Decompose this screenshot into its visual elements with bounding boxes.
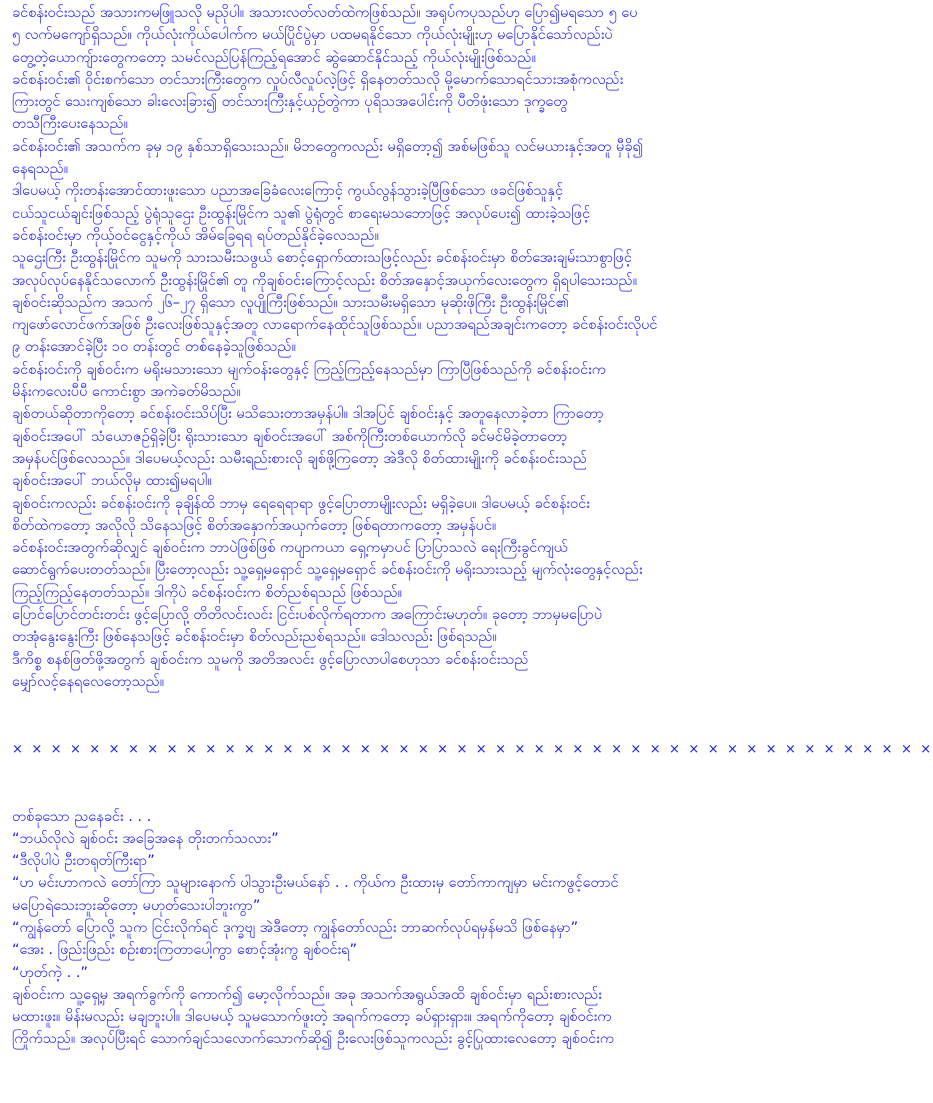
paragraph-line: ခင်စန်းဝင်းအတွက်ဆိုလျှင် ချစ်ဝင်းက ဘာပဲဖြစ်ဖြစ် ကပျာကယာ ရှေ့ကမှာပင် ပြာပြာသလဲ ရေးကြီးခွင်ကျယ် — [12, 540, 568, 557]
paragraph-line: မျှော်လင့်နေရလေတော့သည်။ — [12, 673, 165, 690]
paragraph-line: ဒီကိစ္စ စနစ်ဖြတ်ဖို့အတွက် ချစ်ဝင်းက သူမကို အတိအလင်း ဖွင့်ပြောလာပါစေဟုသာ ခင်စန်းဝင်းသည် — [12, 651, 529, 668]
paragraph-line: မပြောရဲသေးဘူးဆိုတော့ မဟုတ်သေးပါဘူးကွာ” — [12, 897, 261, 914]
paragraph-line: ချစ်ဝင်းက သူ့ရှေ့မှ အရက်ခွက်ကို ကောက်၍ မော့လိုက်သည်။ အခု အသက်အရွယ်အထိ ချစ်ဝင်းမှာ ရည်းစားလည်း — [12, 986, 602, 1003]
paragraph-line: အမှန်ပင်ဖြစ်လေသည်။ ဒါပေမယ့်လည်း သမီးရည်းစားလို ချစ်ဖို့ကြတော့ အဲဒီလို စိတ်ထားမျိုးကို ခင်စန်းဝင်းသည် — [12, 450, 587, 467]
paragraph-line: မထားဖူး။ မိန်းမလည်း မချဘူးပါ။ ဒါပေမယ့် သူမသောက်ဖူးတဲ့ အရက်ကတော့ ခပ်ရှားရှား။ အရက်ကိုတော့ ချစ်ဝင်းက — [12, 1009, 612, 1026]
spacer — [12, 716, 836, 739]
paragraph-line: တသီကြီးပေးနေသည်။ — [12, 116, 129, 133]
paragraph-line: “ကျွန်တော် ပြောလို့ သူက ငြင်းလိုက်ရင် ဒုက္ခဗျ အဲဒီတော့ ကျွန်တော်လည်း ဘာဆက်လုပ်ရမှန်မသိ ဖြစ်နေမှာ” — [12, 919, 579, 936]
paragraph-line: ဆောင်ရွက်ပေးတတ်သည်။ ပြီးတော့လည်း သူ့ရှေ့မရှောင် သူ့ရှေ့မရှောင် ခင်စန်းဝင်းကို မရိုးသားသည့် မျက်လုံးတွေနှင့်လည်း — [12, 562, 643, 579]
paragraph-line: ၉ တန်းအောင်ခဲ့ပြီး ၁၀ တန်းတွင် တစ်နေခဲ့သူဖြစ်သည်။ — [12, 339, 296, 356]
paragraph-line: ခင်စန်းဝင်းမှာ ကိုယ့်ဝင်ငွေနှင့်ကိုယ် အိမ်ခြေရရ ရပ်တည်နိုင်ခဲ့လေသည်။ — [12, 227, 379, 244]
paragraph-line: ကြားတွင် သေးကျစ်သော ခါးလေးခြား၍ တင်သားကြီးနှင့်ယှဉ်တွဲကာ ပုရိသအပေါင်းကို ပီတိဖုံးသော ဒုက္ခတွေ — [12, 94, 568, 111]
paragraph-line: တအုံနွေးနွေးကြီး ဖြစ်နေသဖြင့် ခင်စန်းဝင်းမှာ စိတ်လည်းညစ်ရသည်။ ဒေါသလည်း ဖြစ်ရသည်။ — [12, 629, 497, 646]
paragraph-line: “ဟ မင်းဟာကလဲ တော်ကြာ သူများနောက် ပါသွားဦးမယ်နော် . . ကိုယ်က ဦးထားမှ တော်ကာကျမှာ မင်းကဖွင့်တောင် — [12, 875, 619, 892]
paragraph-line: စိတ်ထဲကတော့ အလိုလို သိနေသဖြင့် စိတ်အနှောက်အယှက်တော့ ဖြစ်ရတာကတော့ အမှန်ပင်။ — [12, 517, 497, 534]
paragraph-line: “အေး . ဖြည်းဖြည်း စဉ်းစားကြတာပေါ့ကွာ စောင့်အုံးကွ ချစ်ဝင်းရ” — [12, 942, 358, 959]
paragraph-line: ကြည့်ကြည့်နေတတ်သည်။ ဒါကိုပဲ ခင်စန်းဝင်းက စိတ်ညစ်ရသည် ဖြစ်သည်။ — [12, 584, 402, 601]
paragraph-line: ချစ်ဝင်းအပေါ် သံယောဇဉ်ရှိခဲ့ပြီး ရိုးသားသော ချစ်ဝင်းအပေါ် အစ်ကိုကြီးတစ်ယောက်လို ခင်မင်မိခဲ့တာတော့ — [12, 428, 568, 445]
paragraph-line: သူဌေးကြီး ဦးထွန်းမြိုင်က သူမကို သားသမီးသဖွယ် စောင့်ရှောက်ထားသဖြင့်လည်း ခင်စန်းဝင်းမှာ စိတ်အေးချမ်းသာစွာဖြင့် — [12, 250, 632, 267]
paragraph-line: “ဟုတ်ကဲ့ . .” — [12, 964, 88, 981]
paragraph-line: ခင်စန်းဝင်းသည် အသားကမဖြူသလို မညိုပါ။ အသားလတ်လတ်ထဲကဖြစ်သည်။ အရုပ်ကပုသည်ဟု ပြော၍မရသော ၅ ပေ — [12, 5, 638, 21]
section-separator: × × × × × × × × × × × × × × × × × × × × × × × × × × × × × × × × × × × × × × × × × × × × × × × × — [12, 741, 933, 757]
paragraph-line: နေရသည်။ — [12, 161, 69, 178]
paragraph-line: ကျဖော်လောင်ဖက်အဖြစ် ဦးလေးဖြစ်သူနှင့်အတူ လာရောက်နေထိုင်သူဖြစ်သည်။ ပညာအရည်အချင်းကတော့ ခင်စန်းဝင်းလိုပင် — [12, 317, 658, 334]
paragraph-line: မိန်းကလေးပီပီ ကောင်းစွာ အကဲခတ်မိသည်။ — [12, 384, 241, 401]
paragraph-line: ချစ်ဝင်းအပေါ် ဘယ်လိုမှ ထား၍မရပါ။ — [12, 473, 212, 490]
paragraph-line: ပြောင်ပြောင်တင်းတင်း ဖွင့်ပြောလို့ တိတိလင်းလင်း ငြင်းပစ်လိုက်ရတာက အကြောင်းမဟုတ်။ ခုတော့ ဘာမှမပြောပဲ — [12, 607, 603, 624]
spacer — [12, 761, 836, 806]
paragraph-line: တစ်ခုသော ညနေခင်း . . . — [12, 808, 152, 825]
paragraph-line: ချစ်ဝင်းကလည်း ခင်စန်းဝင်းကို ခုချိန်ထိ ဘာမှ ရေရေရာရာ ဖွင့်ပြောတာမျိုးလည်း မရှိခဲ့ပေ။ ဒါပေမယ့် ခင်စန်းဝင်း — [12, 495, 590, 512]
paragraph-line: “ဒီလိုပါပဲ ဦးတရုတ်ကြီးရာ” — [12, 853, 155, 870]
paragraph-line: ၅ လက်မကျော်ရှိသည်။ ကိုယ်လုံးကိုယ်ပေါက်က မယ်ပြိုင်ပွဲမှာ ပထမရနိုင်သော ကိုယ်လုံးမျိုးဟု မပြောနိုင်သော်လည်းပဲ — [12, 27, 613, 44]
paragraph-line: ငယ်သူငယ်ချင်းဖြစ်သည့် ပွဲရုံသူဌေး ဦးထွန်းမြိုင်က သူ၏ ပွဲရုံတွင် စာရေးမသဘောဖြင့် အလုပ်ပေး၍ ထားခဲ့သဖြင့် — [12, 205, 591, 222]
paragraph-line: အလုပ်လုပ်နေနိုင်သလောက် ဦးထွန်းမြိုင်၏ တူ ကိုချစ်ဝင်းကြောင့်လည်း စိတ်အနှောင့်အယှက်လေးတွေက ရှိရပါသေးသည်။ — [12, 272, 638, 289]
paragraph-line: ချစ်ဝင်းဆိုသည်က အသက် ၂၆–၂၇ ရှိသော လူပျိုကြီးဖြစ်သည်။ သားသမီးမရှိသော မုဆိုးဖိုကြီး ဦးထွန်းမြိုင်၏ — [12, 294, 569, 311]
paragraph-line: ချစ်တယ်ဆိုတာကိုတော့ ခင်စန်းဝင်းသိပ်ပြီး မသိသေးတာအမှန်ပါ။ ဒါအပြင် ချစ်ဝင်းနှင့် အတူနေလာခဲ့တာ ကြာတော့ — [12, 406, 604, 423]
paragraph-line: ကြိုက်သည်။ အလုပ်ပြီးရင် သောက်ချင်သလောက်သောက်ဆို၍ ဦးလေးဖြစ်သူကလည်း ခွင့်ပြုထားလေတော့ ချစ်ဝင်းက — [12, 1031, 615, 1048]
paragraph-line: တွေ့တဲ့ယောကျ်ားတွေကတော့ သမင်လည်ပြန်ကြည့်ရအောင် ဆွဲဆောင်နိုင်သည့် ကိုယ်လုံးမျိုးဖြစ်သည်။ — [12, 49, 536, 66]
paragraph-line: ခင်စန်းဝင်းကို ချစ်ဝင်းက မရိုးမသားသော မျက်ဝန်းတွေနှင့် ကြည့်ကြည့်နေသည်မှာ ကြာပြီဖြစ်သည်ကို ခင်စန်းဝင်းက — [12, 361, 606, 378]
paragraph-line: “ဘယ်လိုလဲ ချစ်ဝင်း အခြေအနေ တိုးတက်သလား” — [12, 830, 279, 847]
paragraph-line: ခင်စန်းဝင်း၏ ဝိုင်းစက်သော တင်သားကြီးတွေက လှုပ်လီလှုပ်လဲ့ဖြင့် ရှိနေတတ်သလို မို့မောက်သောရင်သားအစုံကလည်း — [12, 71, 624, 88]
paragraph-line: ခင်စန်းဝင်း၏ အသက်က ခုမှ ၁၉ နှစ်သာရှိသေးသည်။ မိဘတွေကလည်း မရှိတော့၍ အစ်မဖြစ်သူ လင်မယားနှင့်အတူ မှီခို၍ — [12, 138, 644, 155]
paragraph-line: ဒါပေမယ့် ကိုးတန်းအောင်ထားဖူးသော ပညာအခြေခံလေးကြောင့် ကွယ်လွန်သွားခဲ့ပြီဖြစ်သော ဖခင်ဖြစ်သူနှင့် — [12, 183, 564, 200]
paragraph-line — [12, 693, 836, 715]
